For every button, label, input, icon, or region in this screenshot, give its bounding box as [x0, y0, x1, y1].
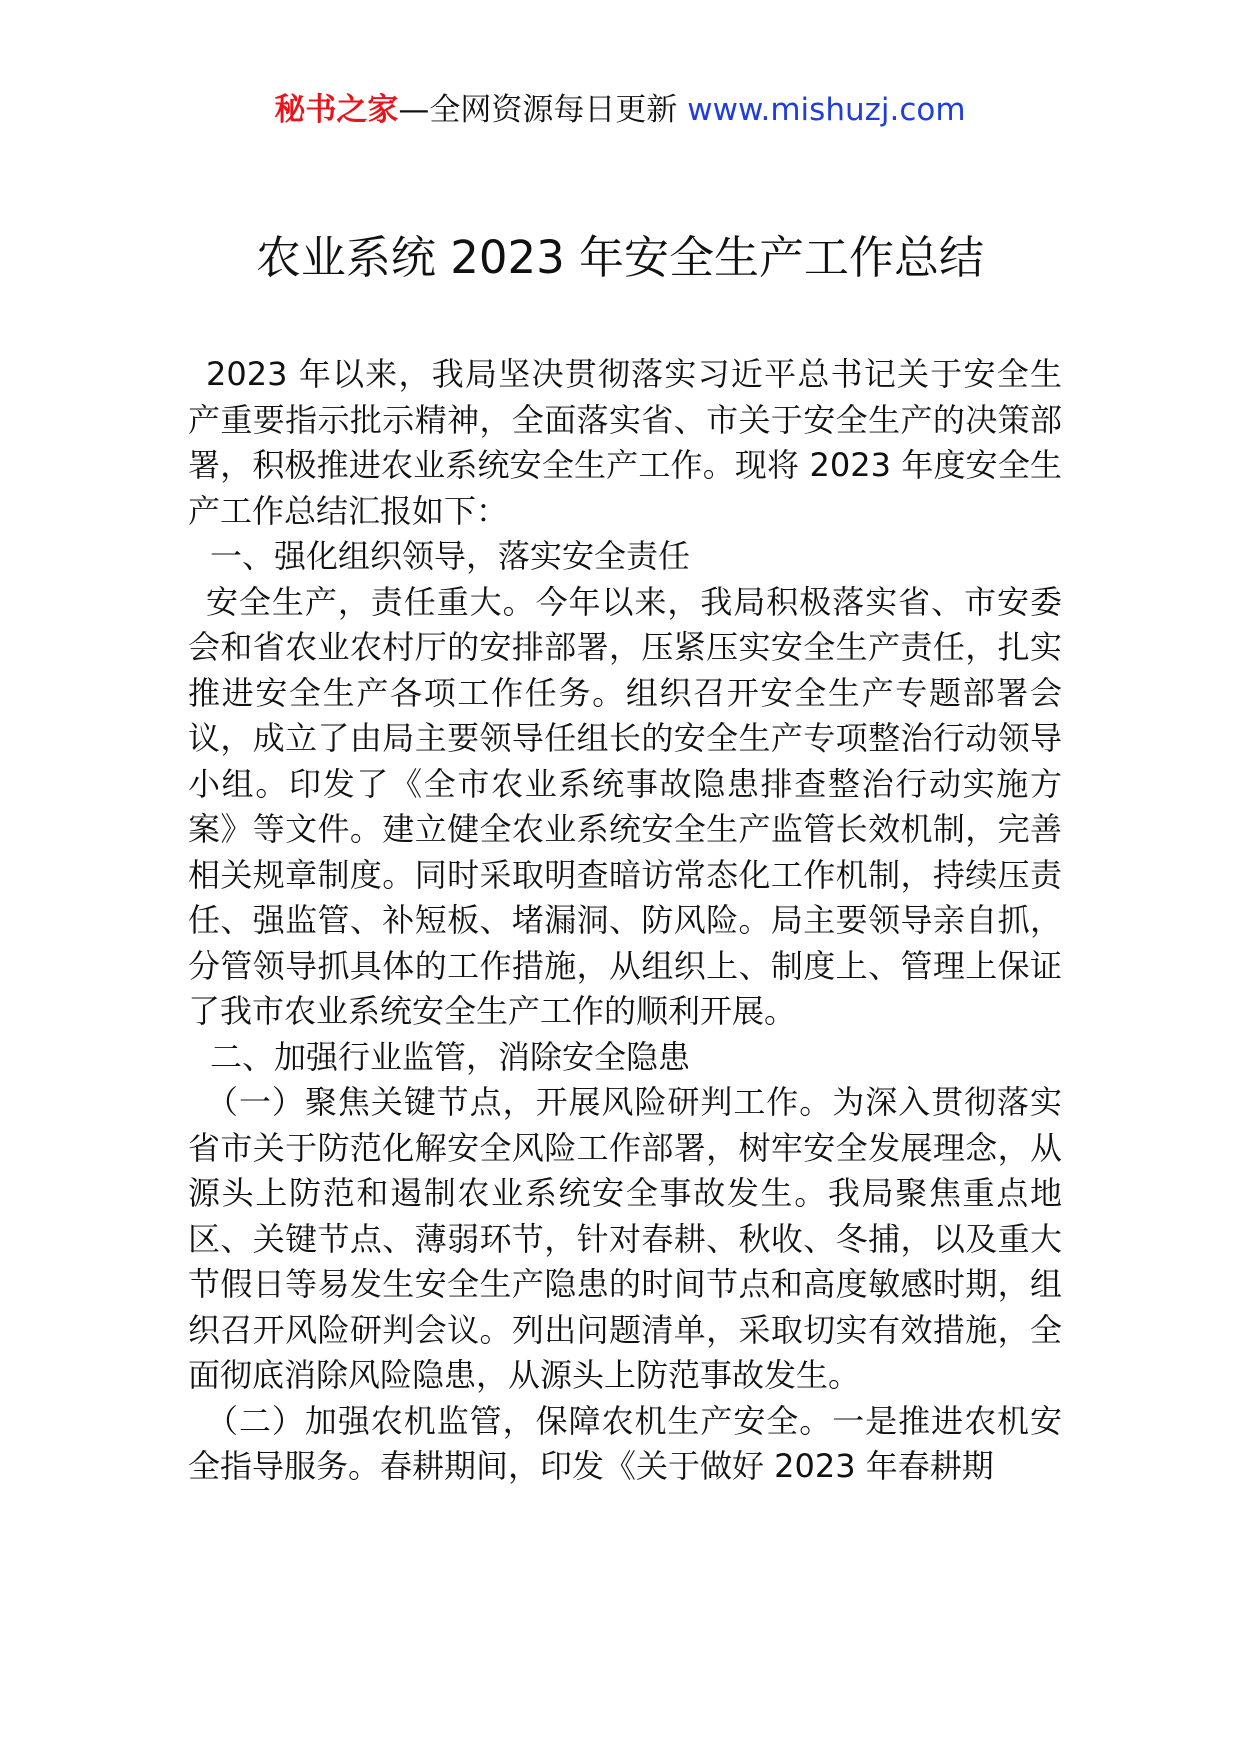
- section2-paragraph-2: （二）加强农机监管，保障农机生产安全。一是推进农机安全指导服务。春耕期间，印发《关于做好 2023 年春耕期: [188, 1401, 1062, 1485]
- brand-name: 秘书之家: [274, 92, 399, 128]
- section1-paragraph: 安全生产，责任重大。今年以来，我局积极落实省、市安委会和省农业农村厅的安排部署，压紧压实安全生产责任，扎实推进安全生产各项工作任务。组织召开安全生产专题部署会议，成立了由局主要领导任组长的安全生产专项整治行动领导小组。印发了《全市农业系统事故隐患排查整治行动实施方案》等文件。建立健全农业系统安全生产监管长效机制，完善相关规章制度。同时采取明查暗访常态化工作机制，持续压责任、强监管、补短板、堵漏洞、防风险。局主要领导亲自抓，分管领导抓具体的工作措施，从组织上、制度上、管理上保证了我市农业系统安全生产工作的顺利开展。: [188, 582, 1062, 1030]
- section2-paragraph-1: （一）聚焦关键节点，开展风险研判工作。为深入贯彻落实省市关于防范化解安全风险工作部署，树牢安全发展理念，从源头上防范和遏制农业系统安全事故发生。我局聚焦重点地区、关键节点、薄弱环节，针对春耕、秋收、冬捕，以及重大节假日等易发生安全生产隐患的时间节点和高度敏感时期，组织召开风险研判会议。列出问题清单，采取切实有效措施，全面彻底消除风险隐患，从源头上防范事故发生。: [188, 1083, 1062, 1394]
- document-title: 农业系统 2023 年安全生产工作总结: [255, 231, 985, 284]
- section-heading-1: 一、强化组织领导，落实安全责任: [210, 537, 691, 575]
- section-heading-2: 二、加强行业监管，消除安全隐患: [210, 1037, 691, 1076]
- site-url-link[interactable]: www.mishuzj.com: [687, 92, 966, 128]
- document-body: [188, 352, 1062, 1490]
- intro-paragraph: 2023 年以来，我局坚决贯彻落实习近平总书记关于安全生产重要指示批示精神，全面落实省、市关于安全生产的决策部署，积极推进农业系统安全生产工作。现将 2023 年度安全生产工作总结汇报如下：: [188, 355, 1062, 530]
- header-tagline: —全网资源每日更新: [398, 92, 688, 128]
- site-header: [0, 88, 1240, 132]
